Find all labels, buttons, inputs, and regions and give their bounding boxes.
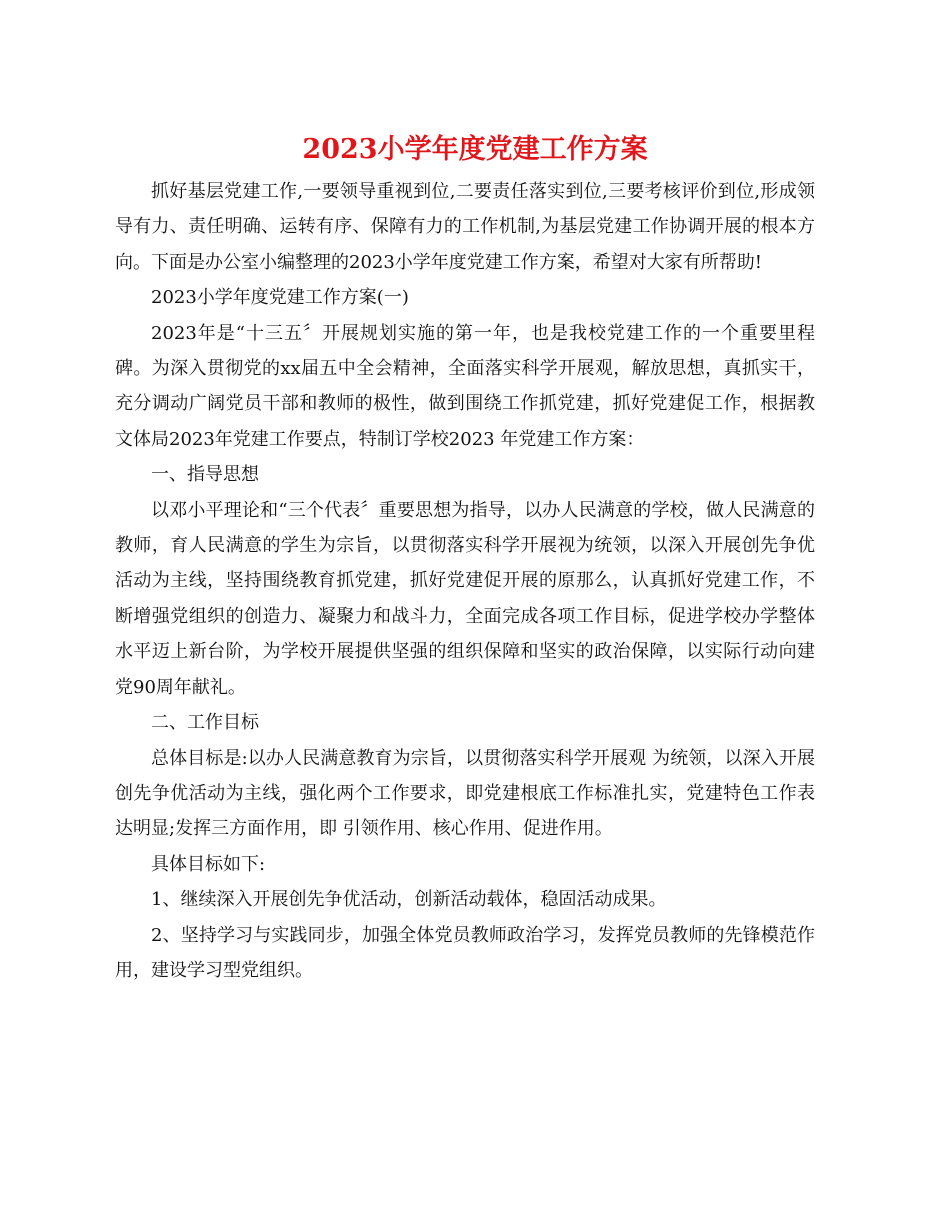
intro-paragraph: 抓好基层党建工作,一要领导重视到位,二要责任落实到位,三要考核评价到位,形成领导有力、责任明确、运转有序、保障有力的工作机制,为基层党建工作协调开展的根本方向。下面是办公室小编整理的2023小学年度党建工作方案，希望对大家有所帮助!	[115, 181, 815, 273]
guiding-ideology-paragraph: 以邓小平理论和“三个代表〞重要思想为指导，以办人民满意的学校，做人民满意的教师，育人民满意的学生为宗旨，以贯彻落实科学开展视为统领，以深入开展创先争优活动为主线，坚持围绕教育抓党建，抓好党建促开展的原那么，认真抓好党建工作，不断增强党组织的创造力、凝聚力和战斗力，全面完成各项工作目标，促进学校办学整体水平迈上新台阶，为学校开展提供坚强的组织保障和坚实的政治保障，以实际行动向建党90周年献礼。	[115, 499, 815, 698]
goal-item-2: 2、坚持学习与实践同步，加强全体党员教师政治学习，发挥党员教师的先锋模范作用，建设学习型党组织。	[115, 924, 815, 981]
overall-goals-paragraph: 总体目标是:以办人民满意教育为宗旨，以贯彻落实科学开展观 为统领，以深入开展创先争优活动为主线，强化两个工作要求，即党建根底工作标准扎实，党建特色工作表达明显;发挥三方面作用，即 引领作用、核心作用、促进作用。	[115, 747, 815, 840]
background-paragraph: 2023年是“十三五〞开展规划实施的第一年，也是我校党建工作的一个重要里程碑。为深入贯彻党的xx届五中全会精神，全面落实科学开展观，解放思想，真抓实干，充分调动广阔党员干部和教师的极性，做到围绕工作抓党建，抓好党建促工作，根据教文体局2023年党建工作要点，特制订学校2023 年党建工作方案：	[115, 322, 815, 450]
section-heading-guiding-ideology: 一、指导思想	[151, 464, 259, 486]
specific-goals-heading: 具体目标如下:	[151, 853, 266, 875]
document-title: 2023小学年度党建工作方案	[302, 134, 648, 165]
section-heading-plan-one: 2023小学年度党建工作方案(一)	[151, 287, 409, 309]
document-body	[115, 174, 815, 988]
goal-item-1: 1、继续深入开展创先争优活动，创新活动载体，稳固活动成果。	[151, 889, 667, 911]
section-heading-work-goals: 二、工作目标	[151, 712, 259, 734]
